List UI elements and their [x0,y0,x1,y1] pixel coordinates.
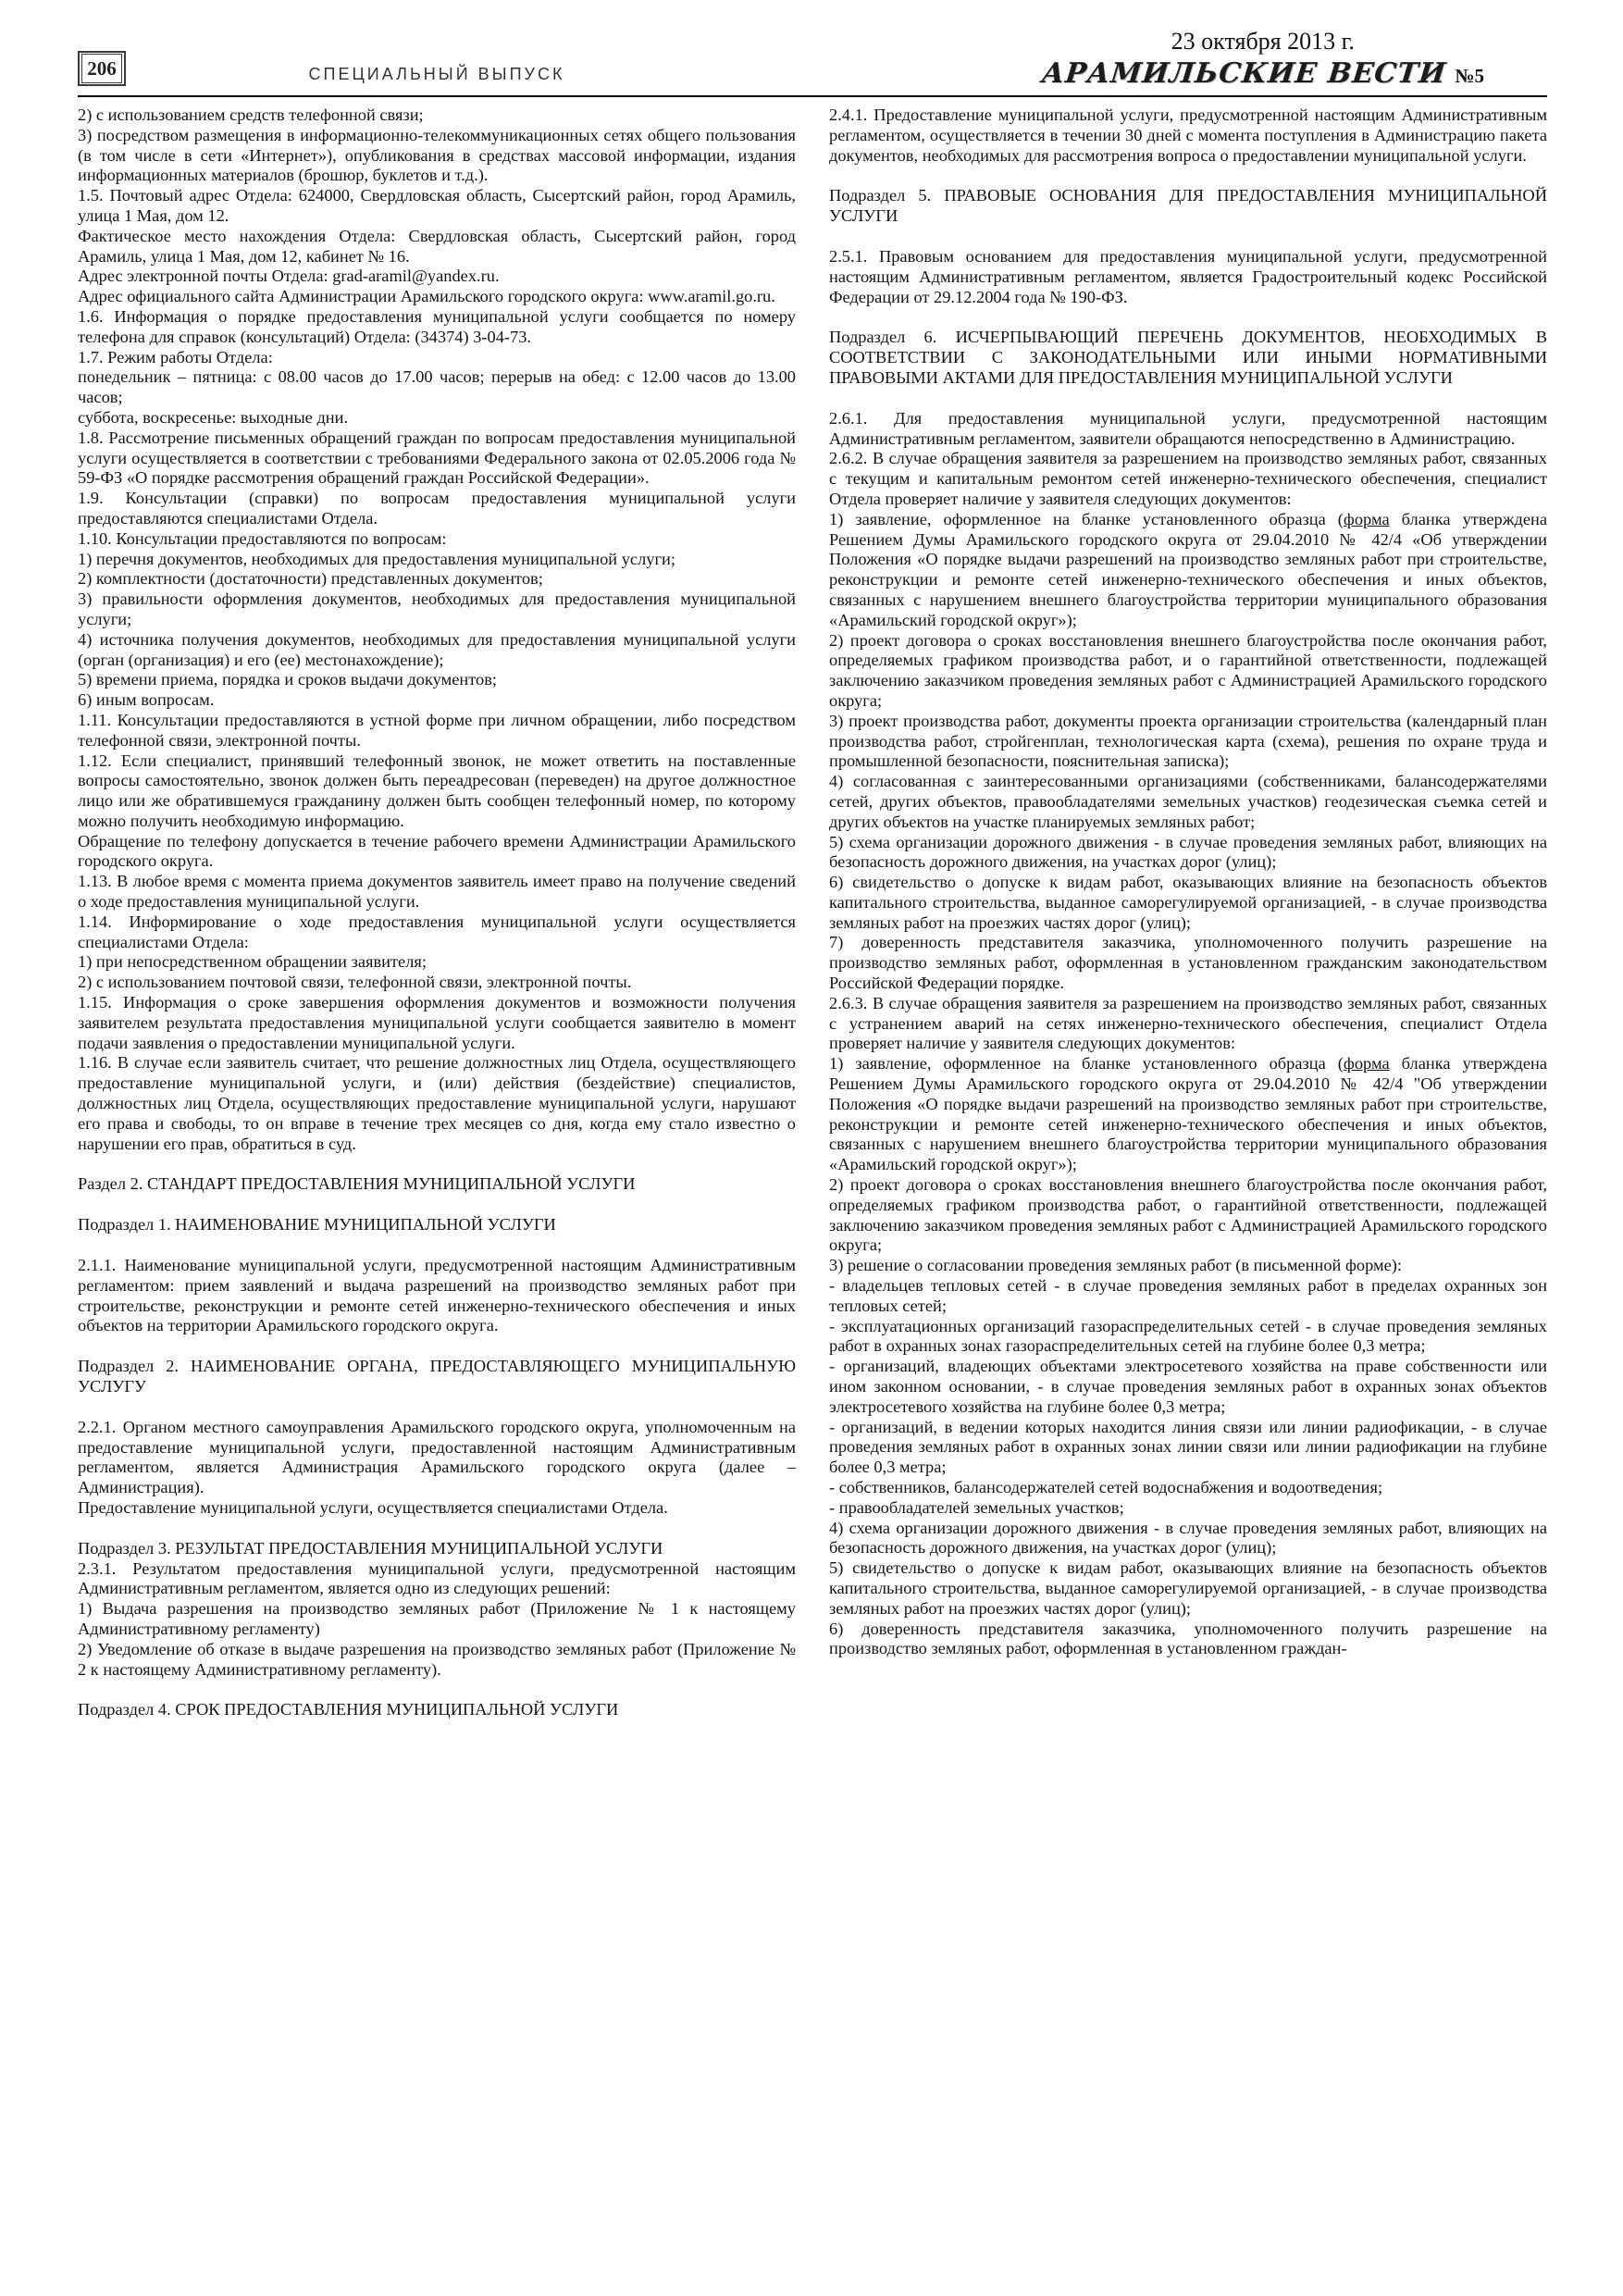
paragraph: - организаций, владеющих объектами электросетевого хозяйства на праве собственности или ином законном основании, - в случае проведения земляных работ в охранных зонах объектов электросетевого хозяйства на глубине более 0,3 метра; [829,1357,1547,1416]
form-blank-link[interactable]: форма [1343,509,1390,528]
paragraph: 6) доверенность представителя заказчика, уполномоченного получить разрешение на производство земляных работ, оформленная в установленном граждан- [829,1619,1547,1658]
paragraph: 2) проект договора о сроках восстановления внешнего благоустройства после окончания работ, определяемых графиком производства работ, и о гарантийной ответственности, подлежащей заключению заказчиком проведения земляных работ с Администрацией Арамильского городского округа; [829,630,1547,710]
paragraph: 6) иным вопросам. [78,690,215,710]
issue-number: №5 [1455,65,1484,87]
paragraph: 7) доверенность представителя заказчика, уполномоченного получить разрешение на производство земляных работ, оформленная в установленном гражданским законодательством Российской Федерации порядке. [829,933,1547,993]
paragraph: 2.1.1. Наименование муниципальной услуги, предусмотренной настоящим Административным регламентом: прием заявлений и выдача разрешений на производство земляных работ при строительстве, реконструкции и ремонте сетей инженерно-технического обеспечения и иных объектов на территории Арамильского городского округа. [78,1256,796,1335]
page-header [0,0,1623,100]
paragraph: - собственников, балансодержателей сетей водоснабжения и водоотведения; [829,1478,1383,1496]
paragraph: 1.14. Информирование о ходе предоставления муниципальной услуги осуществляется специалистами Отдела: [78,912,796,951]
paragraph: 3) проект производства работ, документы проекта организации строительства (календарный план производства работ, стройгенплан, технологическая карта (схема), решения по охране труда и промышленной безопасности, пояснительная записка); [829,711,1547,771]
paragraph: 3) решение о согласовании проведения земляных работ (в письменной форме): [829,1256,1403,1275]
paragraph: 1) при непосредственном обращении заявителя; [78,952,427,972]
paragraph: 4) источника получения документов, необходимых для предоставления муниципальной услуги (орган (организация) и его (ее) местонахождение); [78,629,796,669]
page-number: 206 [81,54,122,83]
paragraph: 4) схема организации дорожного движения - в случае проведения земляных работ, влияющих на безопасность дорожного движения, на участках дорог (улиц); [829,1518,1547,1558]
paragraph: 1) заявление, оформленное на бланке установленного образца (форма бланка утверждена Решением Думы Арамильского городского округа от 29.04.2010 № 42/4 "Об утверждении Положения «О порядке выдачи разрешений на производство земляных работ при строительстве, реконструкции и ремонте сетей инженерно-технического обеспечения и иных объектов, связанных с нарушением внешнего благоустройства территории муниципального образования «Арамильский городской округ»); [829,1054,1547,1174]
paragraph: 5) свидетельство о допуске к видам работ, оказывающих влияние на безопасность объектов капитального строительства, выданное саморегулируемой организацией, - в случае производства земляных работ на проезжих частях дорог (улиц); [829,1558,1547,1618]
paragraph: Предоставление муниципальной услуги, осуществляется специалистами Отдела. [78,1498,668,1517]
section-heading: Подраздел 6. ИСЧЕРПЫВАЮЩИЙ ПЕРЕЧЕНЬ ДОКУМЕНТОВ, НЕОБХОДИМЫХ В СООТВЕТСТВИИ С ЗАКОНОДАТЕЛЬНЫМИ ИЛИ ИНЫМИ НОРМАТИВНЫМИ ПРАВОВЫМИ АКТАМИ ДЛЯ ПРЕДОСТАВЛЕНИЯ МУНИЦИПАЛЬНОЙ УСЛУГИ [829,328,1547,387]
paragraph: 1.6. Информация о порядке предоставления муниципальной услуги сообщается по номеру телефона для справок (консультаций) Отдела: (34374) 3-04-73. [78,306,796,346]
paragraph: 5) схема организации дорожного движения - в случае проведения земляных работ, влияющих на безопасность дорожного движения, на участках дорог (улиц); [829,832,1547,872]
paragraph: 1.16. В случае если заявитель считает, что решение должностных лиц Отдела, осуществляющего предоставление муниципальной услуги, и (или) действия (бездействие) специалистов, должностных лиц Отдела, осуществляющих предоставление муниципальной услуги, нарушают его права и свободы, то он вправе в течение трех месяцев со дня, когда ему стало известно о нарушении его прав, обратиться в суд. [78,1053,796,1153]
paragraph: - эксплуатационных организаций газораспределительных сетей - в случае проведения земляных работ в охранных зонах газораспределительных сетей на глубине более 0,3 метра; [829,1316,1547,1356]
paragraph: 1) Выдача разрешения на производство земляных работ (Приложение № 1 к настоящему Административному регламенту) [78,1599,796,1638]
paragraph: Фактическое место нахождения Отдела: Свердловская область, Сысертский район, город Арамиль, улица 1 Мая, дом 12, кабинет № 16. [78,226,796,266]
paragraph: 1) перечня документов, необходимых для предоставления муниципальной услуги; [78,549,675,568]
paragraph: 5) времени приема, порядка и сроков выдачи документов; [78,670,498,689]
paragraph: 3) правильности оформления документов, необходимых для предоставления муниципальной услуги; [78,590,796,628]
paragraph: 2.4.1. Предоставление муниципальной услуги, предусмотренной настоящим Административным регламентом, осуществляется в течении 30 дней с момента поступления в Администрацию пакета документов, необходимых для рассмотрения вопроса о предоставлении муниципальной услуги. [829,105,1547,165]
paragraph: 3) посредством размещения в информационно-телекоммуникационных сетях общего пользования (в том числе в сети «Интернет»), опубликования в средствах массовой информации, издания информационных материалов (брошюр, буклетов и т.д.). [78,125,796,185]
paragraph: - правообладателей земельных участков; [829,1497,1124,1517]
paragraph: 1.13. В любое время с момента приема документов заявитель имеет право на получение сведений о ходе предоставления муниципальной услуги. [78,872,796,912]
left-column [78,105,796,2287]
paragraph: 1) заявление, оформленное на бланке установленного образца (форма бланка утверждена Решением Думы Арамильского городского округа от 29.04.2010 № 42/4 «Об утверждении Положения «О порядке выдачи разрешений на производство земляных работ при строительстве, реконструкции и ремонте сетей инженерно-технического обеспечения и иных объектов, связанных с нарушением внешнего благоустройства территории муниципального образования «Арамильский городской округ»); [829,509,1547,629]
paragraph: 6) свидетельство о допуске к видам работ, оказывающих влияние на безопасность объектов капитального строительства, выданное саморегулируемой организацией, - в случае производства земляных работ на проезжих частях дорог (улиц); [829,873,1547,932]
paragraph: 2.6.2. В случае обращения заявителя за разрешением на производство земляных работ, связанных с текущим и капитальным ремонтом сетей инженерно-технического обеспечения, специалист Отдела проверяет наличие у заявителя следующих документов: [829,449,1547,508]
paragraph: понедельник – пятница: с 08.00 часов до 17.00 часов; перерыв на обед: с 12.00 часов до 13.00 часов; [78,367,796,407]
paragraph: 2) с использованием средств телефонной связи; [78,105,424,124]
issue-date: 23 октября 2013 г. [1171,28,1355,55]
section-heading: Подраздел 5. ПРАВОВЫЕ ОСНОВАНИЯ ДЛЯ ПРЕДОСТАВЛЕНИЯ МУНИЦИПАЛЬНОЙ УСЛУГИ [829,186,1547,226]
paragraph: 1.5. Почтовый адрес Отдела: 624000, Свердловская область, Сысертский район, город Арамиль, улица 1 Мая, дом 12. [78,186,796,225]
paragraph: - владельцев тепловых сетей - в случае проведения земляных работ в пределах охранных зон тепловых сетей; [829,1276,1547,1315]
paragraph: суббота, воскресенье: выходные дни. [78,407,349,427]
header-divider [78,95,1547,97]
section-heading: Подраздел 3. РЕЗУЛЬТАТ ПРЕДОСТАВЛЕНИЯ МУНИЦИПАЛЬНОЙ УСЛУГИ [78,1538,663,1558]
paragraph: 2.6.1. Для предоставления муниципальной услуги, предусмотренной настоящим Административным регламентом, заявители обращаются непосредственно в Администрацию. [829,408,1547,448]
paragraph: 2.3.1. Результатом предоставления муниципальной услуги, предусмотренной настоящим Административным регламентом, является одно из следующих решений: [78,1558,796,1598]
paragraph: 1.15. Информация о сроке завершения оформления документов и возможности получения заявителем результата предоставления муниципальной услуги сообщается заявителю в момент подачи заявления о предоставлении муниципальной услуги. [78,993,796,1052]
paragraph: 1.9. Консультации (справки) по вопросам предоставления муниципальной услуги предоставляются специалистами Отдела. [78,489,796,527]
paragraph: 2.6.3. В случае обращения заявителя за разрешением на производство земляных работ, связанных с устранением аварий на сетях инженерно-технического обеспечения, специалист Отдела проверяет наличие у заявителя следующих документов: [829,993,1547,1053]
right-column [829,105,1547,2287]
masthead-block [1039,28,1484,90]
article-body [78,105,1547,2287]
paragraph: 4) согласованная с заинтересованными организациями (собственниками, балансодержателями сетей, других объектов, правообладателями земельных участков) геодезическая съемка сетей и других объектов на участке планируемых земляных работ; [829,772,1547,831]
paragraph: 2) с использованием почтовой связи, телефонной связи, электронной почты. [78,973,632,992]
form-blank-link[interactable]: форма [1343,1054,1390,1074]
paragraph: 2) Уведомление об отказе в выдаче разрешения на производство земляных работ (Приложение № 2 к настоящему Административному регламенту). [78,1639,796,1679]
page-number-box [78,51,126,86]
section-heading: Подраздел 4. СРОК ПРЕДОСТАВЛЕНИЯ МУНИЦИПАЛЬНОЙ УСЛУГИ [78,1700,619,1719]
section-heading: Подраздел 1. НАИМЕНОВАНИЕ МУНИЦИПАЛЬНОЙ УСЛУГИ [78,1215,556,1235]
paragraph: Обращение по телефону допускается в течение рабочего времени Администрации Арамильского городского округа. [78,831,796,871]
paragraph: 1.11. Консультации предоставляются в устной форме при личном обращении, либо посредством телефонной связи, электронной почты. [78,710,796,750]
paragraph: Адрес электронной почты Отдела: grad-aramil@yandex.ru. [78,267,500,286]
section-heading: Раздел 2. СТАНДАРТ ПРЕДОСТАВЛЕНИЯ МУНИЦИПАЛЬНОЙ УСЛУГИ [78,1174,636,1194]
paragraph: 1.7. Режим работы Отдела: [78,347,273,366]
paragraph: - организаций, в ведении которых находится линия связи или линии радиофикации, - в случае проведения земляных работ в охранных зонах линии связи или линии радиофикации на глубине более 0,3 метра; [829,1417,1547,1477]
paragraph: Адрес официального сайта Администрации Арамильского городского округа: www.aramil.go.ru. [78,287,775,306]
paragraph: 1.12. Если специалист, принявший телефонный звонок, не может ответить на поставленные вопросы самостоятельно, звонок должен быть переадресован (переведен) на другое должностное лицо или же обратившемуся гражданину должен быть сообщен телефонный номер, по которому можно получить необходимую информацию. [78,751,796,830]
newspaper-logo: АРАМИЛЬСКИЕ ВЕСТИ [1039,57,1448,90]
paragraph: 2) проект договора о сроках восстановления внешнего благоустройства после окончания работ, определяемых графиком производства работ, о гарантийной ответственности, подлежащей заключению заказчиком проведения земляных работ с Администрацией Арамильского городского округа; [829,1175,1547,1255]
paragraph: 2.2.1. Органом местного самоуправления Арамильского городского округа, уполномоченным на предоставление муниципальной услуги, предоставленной настоящим Административным регламентом, является Администрация Арамильского городского округа (далее – Администрация). [78,1417,796,1497]
paragraph: 1.8. Рассмотрение письменных обращений граждан по вопросам предоставления муниципальной услуги осуществляется в соответствии с требованиями Федерального закона от 02.05.2006 года № 59-ФЗ «О порядке рассмотрения обращений граждан Российской Федерации». [78,428,796,488]
section-title: СПЕЦИАЛЬНЫЙ ВЫПУСК [308,65,565,83]
section-heading: Подраздел 2. НАИМЕНОВАНИЕ ОРГАНА, ПРЕДОСТАВЛЯЮЩЕГО МУНИЦИПАЛЬНУЮ УСЛУГУ [78,1357,796,1396]
paragraph: 1.10. Консультации предоставляются по вопросам: [78,528,447,548]
paragraph: 2) комплектности (достаточности) представленных документов; [78,569,543,589]
paragraph: 2.5.1. Правовым основанием для предоставления муниципальной услуги, предусмотренной настоящим Административным регламентом, является Градостроительный кодекс Российской Федерации от 29.12.2004 года № 190-ФЗ. [829,246,1547,306]
